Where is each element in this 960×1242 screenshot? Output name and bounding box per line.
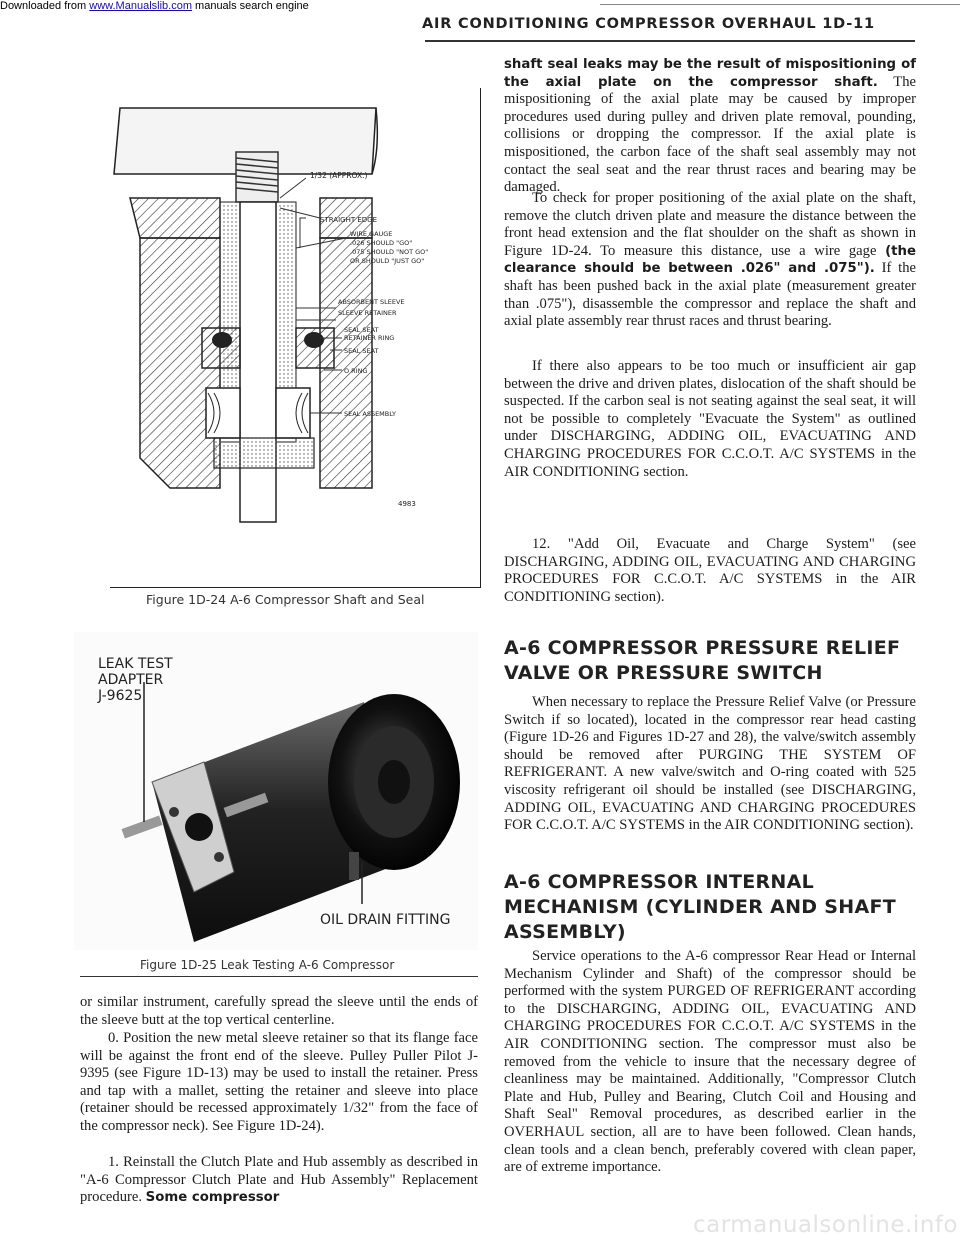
manualslib-link[interactable]: www.Manualslib.com	[89, 0, 192, 12]
fig1-label-o-ring: O RING	[344, 367, 368, 375]
fig1-label-gauge2: .075 SHOULD "NOT GO"	[350, 248, 429, 256]
leak-test-adapter-label-1: LEAK TEST	[98, 656, 173, 672]
shaft-seal-diagram	[110, 88, 481, 588]
right-paragraph-5: When necessary to replace the Pressure Relief Valve (or Pressure Switch if so located), located in the compressor rear head casting (Figure 1D-26 and Figures 1D-27 and 28), the valve/switch assembly should be removed after PURGING THE SYSTEM OF REFRIGERANT. A new valve/switch and O-ring coated with 525 viscosity refrigerant oil should be installed (see DISCHARGING, ADDING OIL, EVACUATING AND CHARGING PROCEDURES FOR C.C.O.T. A/C SYSTEMS in the AIR CONDITIONING section).	[504, 694, 916, 834]
section-heading-relief-valve: A-6 COMPRESSOR PRESSURE RELIEF VALVE OR PRESSURE SWITCH	[504, 637, 901, 684]
leak-test-adapter-label-2: ADAPTER	[98, 672, 164, 688]
section-heading-internal-mechanism: A-6 COMPRESSOR INTERNAL MECHANISM (CYLINDER AND SHAFT ASSEMBLY)	[504, 871, 896, 943]
left-paragraph-2: 0. Position the new metal sleeve retainer so that its flange face will be against the front end of the sleeve. Pulley Puller Pilot J-9395 (see Figure 1D-13) may be used to install the retainer. Press and tap with a mallet, setting the retainer and sleeve into place (retainer should be recessed approximately 1/32" from the face of the compressor neck). See Figure 1D-24).	[80, 1030, 478, 1134]
source-line	[0, 0, 309, 13]
fig1-label-wire-gauge: WIRE GAUGE	[350, 230, 393, 238]
fig1-label-number: 4983	[398, 500, 416, 508]
right-paragraph-6: Service operations to the A-6 compressor Rear Head or Internal Mechanism Cylinder and Shaft) of the compressor should be performed with the system PURGED OF REFRIGERANT according to the DISCHARGING, ADDING OIL, EVACUATING AND CHARGING PROCEDURES FOR C.C.O.T. A/C SYSTEMS in the AIR CONDITIONING section. The compressor must also be removed from the vehicle to insure that the necessary degree of cleanliness may be maintained. Additionally, "Compressor Clutch Plate and Hub, Pulley and Bearing, Clutch Coil and Housing and Shaft Seal" Removal procedures, as described earlier in the OVERHAUL section, all are to have been followed. Clean hands, clean tools and a clean bench, preferably covered with clean paper, are of extreme importance.	[504, 948, 916, 1176]
left-paragraph-1: or similar instrument, carefully spread the sleeve until the ends of the sleeve butt at the top vertical centerline.	[80, 994, 478, 1028]
fig1-label-seal-seat-ret1: SEAL SEAT	[344, 326, 379, 334]
right-paragraph-1: shaft seal leaks may be the result of mispositioning of the axial plate on the compressor shaft. The mispositioning of the axial plate may be caused by improper procedures used during pulley and driven plate removal, pounding, collisions or dropping the compressor. If the axial plate is mispositioned, the carbon face of the shaft seal assembly may not contact the seal seat and the rear thrust races and bearing may be damaged.	[504, 57, 916, 196]
fig1-label-approx: 1/32 (APPROX.)	[310, 171, 368, 180]
fig1-label-seal-seat: SEAL SEAT	[344, 347, 379, 355]
fig1-label-absorbent-sleeve: ABSORBENT SLEEVE	[338, 298, 405, 306]
fig1-label-seal-seat-ret2: RETAINER RING	[344, 334, 395, 342]
source-suffix: manuals search engine	[191, 0, 309, 12]
fig1-label-gauge1: .026 SHOULD "GO"	[350, 239, 413, 247]
figure-1d25-rule	[80, 976, 478, 977]
left-paragraph-3: 1. Reinstall the Clutch Plate and Hub assembly as described in "A-6 Compressor Clutch Plate and Hub Assembly" Replacement procedure. Some compressor	[80, 1154, 478, 1206]
fig1-label-straight-edge: STRAIGHT EDGE	[320, 216, 378, 224]
fig1-label-sleeve-retainer: SLEEVE RETAINER	[338, 309, 397, 317]
top-rule	[600, 4, 960, 5]
right-paragraph-3: If there also appears to be too much or insufficient air gap between the drive and driven plates, dislocation of the shaft should be suspected. If the carbon seal is not seating against the seal seat, it will not be possible to completely "Evacuate the System" as outlined under DISCHARGING, ADDING OIL, EVACUATING AND CHARGING PROCEDURES FOR C.C.O.T. A/C SYSTEMS in the AIR CONDITIONING section.	[504, 358, 916, 480]
figure-1d24	[110, 88, 481, 588]
right-paragraph-4: 12. "Add Oil, Evacuate and Charge System" (see DISCHARGING, ADDING OIL, EVACUATING AND CHARGING PROCEDURES FOR C.C.O.T. A/C SYSTEMS in the AIR CONDITIONING section).	[504, 536, 916, 605]
right-paragraph-2: To check for proper positioning of the axial plate on the shaft, remove the clutch driven plate and measure the distance between the front head extension and the flat shoulder on the shaft as shown in Figure 1D-24. To measure this distance, use a wire gage (the clearance should be between .026" and .075"). If the shaft has been pushed back in the axial plate (measurement greater than .075"), disassemble the compressor and replace the shaft and axial plate assembly rear thrust races and thrust bearing.	[504, 190, 916, 330]
header-rule	[425, 40, 915, 42]
leak-test-adapter-label-3: J-9625	[98, 688, 143, 704]
figure-1d25-caption: Figure 1D-25 Leak Testing A-6 Compressor	[140, 958, 395, 972]
figure-1d24-caption: Figure 1D-24 A-6 Compressor Shaft and Seal	[146, 592, 425, 607]
running-header: AIR CONDITIONING COMPRESSOR OVERHAUL 1D-11	[422, 16, 875, 32]
footer-watermark: carmanualsonline.info	[692, 1212, 958, 1238]
fig1-label-gauge3: OR SHOULD "JUST GO"	[350, 257, 425, 265]
fig1-label-seal-assembly: SEAL ASSEMBLY	[344, 410, 396, 418]
oil-drain-fitting-label: OIL DRAIN FITTING	[320, 912, 451, 928]
figure-1d25-photo	[74, 632, 478, 950]
source-prefix: Downloaded from	[0, 0, 90, 12]
